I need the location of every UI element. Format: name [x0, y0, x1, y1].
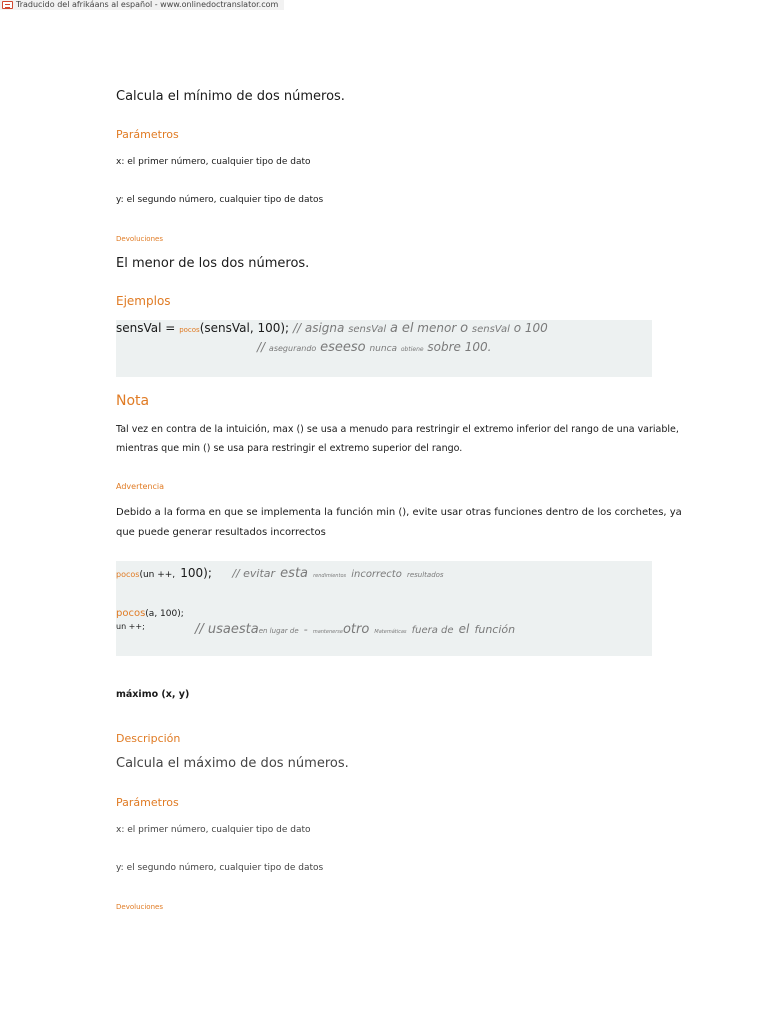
code-comment: 100.: [464, 340, 492, 354]
translation-banner[interactable]: [0, 0, 284, 10]
min-params-title: Parámetros: [116, 128, 179, 141]
code-comment: sensVal: [348, 324, 387, 335]
warning-code-line-3-comment: [195, 618, 515, 637]
code-comment: 100: [524, 321, 548, 335]
max-returns-title: Devoluciones: [116, 903, 163, 911]
max-desc-text: Calcula el máximo de dos números.: [116, 756, 349, 771]
code-comment: o: [513, 321, 522, 335]
warning-line-1: Debido a la forma en que se implementa la función min (), evite usar otras funciones dentro de los corchetes, ya: [116, 507, 682, 518]
code-comment: nunca: [369, 344, 398, 354]
min-returns-title: Devoluciones: [116, 235, 163, 243]
code-comment: // evitar: [232, 567, 276, 580]
code-comment: o: [460, 321, 469, 336]
max-desc-title: Descripción: [116, 732, 181, 745]
code-var: sensVal: [116, 321, 162, 335]
code-comment: esta: [230, 622, 259, 637]
code-comment: Matemáticas: [374, 629, 407, 635]
code-comment: eso: [342, 340, 366, 355]
max-param-x: x: el primer número, cualquier tipo de dato: [116, 825, 311, 835]
code-comment: resultados: [406, 571, 444, 579]
code-comment: // asigna: [292, 321, 345, 335]
example-code-line-2: [257, 340, 491, 355]
warning-line-2: que puede generar resultados incorrectos: [116, 527, 326, 538]
code-comment: rendimientos: [313, 573, 347, 579]
code-comment: sobre: [427, 340, 461, 354]
code-fn: pocos: [116, 608, 146, 619]
note-title: Nota: [116, 393, 150, 409]
max-param-y: y: el segundo número, cualquier tipo de datos: [116, 863, 324, 873]
code-args: 100);: [180, 566, 212, 580]
code-comment: en lugar de: [258, 627, 299, 635]
min-param-x: x: el primer número, cualquier tipo de dato: [116, 157, 311, 167]
warning-code-line-2: [116, 601, 184, 620]
code-comment: el: [401, 321, 414, 336]
code-comment: obtiene: [400, 346, 424, 353]
code-args: (un ++,: [139, 570, 176, 580]
code-comment: // usa: [195, 622, 231, 637]
warning-title: Advertencia: [116, 482, 165, 491]
warning-code-line-3-stmt: un ++;: [116, 622, 145, 631]
max-signature: máximo (x, y): [116, 689, 190, 700]
code-comment: sensVal: [471, 324, 510, 335]
translator-logo-icon: [2, 1, 13, 9]
code-comment: a: [390, 321, 399, 336]
examples-title: Ejemplos: [116, 294, 171, 308]
code-comment: ese: [320, 340, 343, 355]
code-comment: -: [303, 623, 308, 636]
code-fn: pocos: [116, 570, 140, 579]
code-args: (a, 100);: [145, 609, 184, 619]
code-comment: incorrecto: [351, 569, 402, 580]
note-line-2: mientras que min () se usa para restringir el extremo superior del rango.: [116, 443, 463, 454]
code-comment: otro: [342, 622, 370, 637]
code-comment: el: [458, 622, 470, 636]
code-comment: //: [257, 340, 266, 354]
code-args: (sensVal, 100);: [199, 321, 290, 335]
code-fn: pocos: [179, 326, 200, 334]
banner-text[interactable]: Traducido del afrikáans al español - www.onlinedoctranslator.com: [16, 0, 279, 9]
warning-code-line-1: [116, 562, 444, 581]
min-param-y: y: el segundo número, cualquier tipo de datos: [116, 195, 324, 205]
example-code-line-1: [116, 321, 548, 336]
code-comment: menor: [417, 321, 457, 335]
note-line-1: Tal vez en contra de la intuición, max () se usa a menudo para restringir el extremo inferior del rango de una variable,: [116, 424, 679, 435]
code-comment: esta: [280, 566, 309, 581]
code-comment: asegurando: [268, 344, 317, 353]
code-comment: fuera de: [411, 625, 454, 636]
code-comment: mantenerse: [312, 629, 343, 635]
min-returns-text: El menor de los dos números.: [116, 256, 310, 271]
max-params-title: Parámetros: [116, 796, 179, 809]
min-heading: Calcula el mínimo de dos números.: [116, 89, 345, 104]
code-eq: =: [165, 321, 176, 335]
code-comment: función: [474, 623, 516, 636]
